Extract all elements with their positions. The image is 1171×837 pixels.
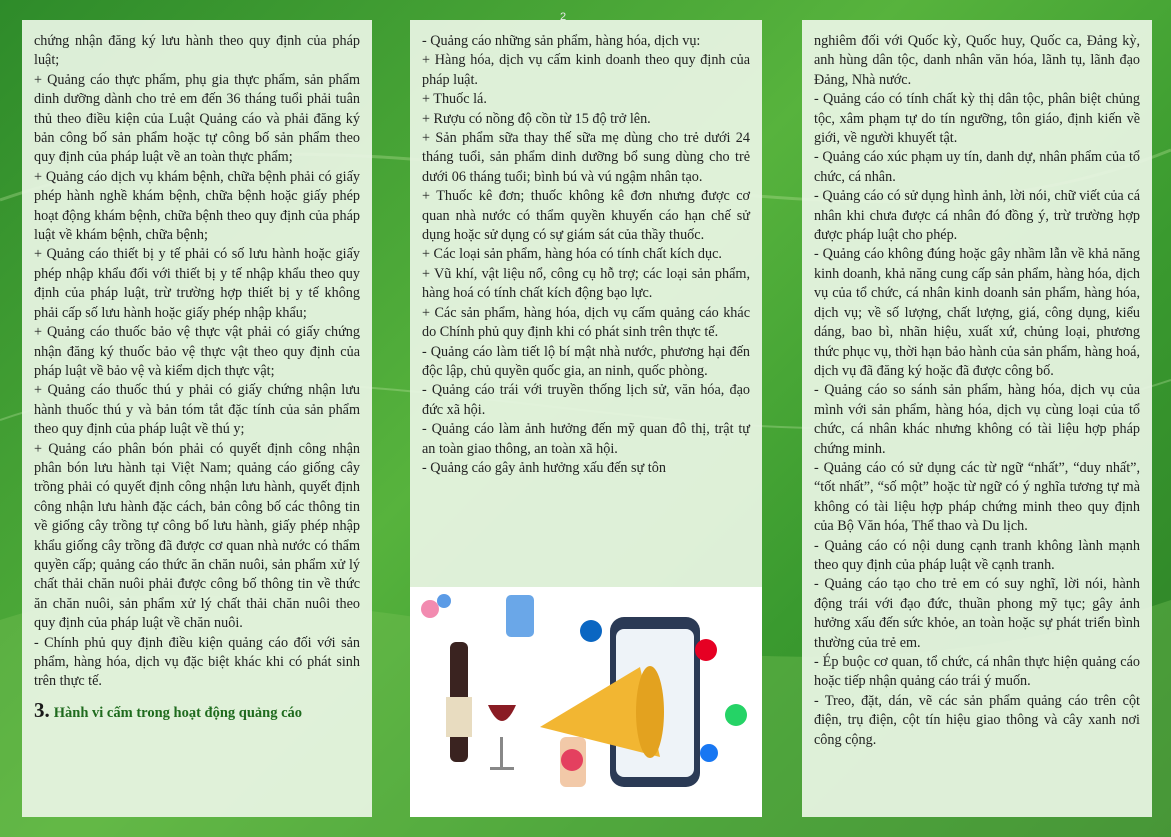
page-number: 2 xyxy=(560,11,567,23)
paragraph: - Treo, đặt, dán, vẽ các sản phẩm quảng cáo trên cột điện, trụ điện, cột tín hiệu giao thông và cây xanh nơi công cộng. xyxy=(814,692,1140,748)
linkedin-icon xyxy=(580,620,602,642)
instagram-icon xyxy=(561,749,583,771)
paragraph: + Quảng cáo thực phẩm, phụ gia thực phẩm, sản phẩm dinh dưỡng dành cho trẻ em đến 36 tháng tuổi phải tuân thủ theo điều kiện của Luật Quảng cáo và phải đăng ký bản công bố sản phẩm hoặc tự công bố sản phẩm theo quy định của pháp luật về an toàn thực phẩm; xyxy=(34,71,360,166)
paragraph: - Quảng cáo có sử dụng các từ ngữ “nhất”, “duy nhất”, “tốt nhất”, “số một” hoặc từ ngữ có ý nghĩa tương tự mà không có tài liệu hợp pháp chứng minh theo quy định của Bộ Văn hóa, Thể thao và Du lịch. xyxy=(814,459,1140,535)
column-2-text xyxy=(422,32,750,478)
section-heading xyxy=(34,698,360,723)
paragraph: + Thuốc kê đơn; thuốc không kê đơn nhưng được cơ quan nhà nước có thẩm quyền khuyến cáo hạn chế sử dụng hoặc sử dụng có sự giám sát của thầy thuốc. xyxy=(422,188,750,244)
paragraph: + Các sản phẩm, hàng hóa, dịch vụ cấm quảng cáo khác do Chính phủ quy định khi có phát sinh trên thực tế. xyxy=(422,304,750,341)
paragraph: - Quảng cáo làm tiết lộ bí mật nhà nước, phương hại đến độc lập, chủ quyền quốc gia, an ninh, quốc phòng. xyxy=(422,343,750,379)
paragraph: nghiêm đối với Quốc kỳ, Quốc huy, Quốc ca, Đảng kỳ, anh hùng dân tộc, danh nhân văn hóa, lãnh tụ, lãnh đạo Đảng, Nhà nước. xyxy=(814,33,1140,88)
paragraph: - Ép buộc cơ quan, tổ chức, cá nhân thực hiện quảng cáo hoặc tiếp nhận quảng cáo trái ý muốn. xyxy=(814,654,1140,690)
paragraph: - Quảng cáo không đúng hoặc gây nhầm lẫn về khả năng kinh doanh, khả năng cung cấp sản phẩm, hàng hóa, dịch vụ của tổ chức, cá nhân kinh doanh sản phẩm, hàng hóa, dịch vụ; về số lượng, chất lượng, giá, công dụng, kiểu dáng, bao bì, nhãn hiệu, xuất xứ, chủng loại, phương thức phục vụ, thời hạn bảo hành của sản phẩm, hàng hoá, dịch vụ đã đăng ký hoặc đã được công bố. xyxy=(814,246,1140,379)
paragraph: - Quảng cáo tạo cho trẻ em có suy nghĩ, lời nói, hành động trái với đạo đức, thuần phong mỹ tục; gây ảnh hưởng xấu đến sức khỏe, an toàn hoặc sự phát triển bình thường của trẻ em. xyxy=(814,576,1140,651)
paragraph: + Quảng cáo thuốc thú y phải có giấy chứng nhận lưu hành thuốc thú y và bản tóm tắt đặc tính của sản phẩm theo quy định của pháp luật về thú y; xyxy=(34,382,360,438)
paragraph: - Quảng cáo làm ảnh hưởng đến mỹ quan đô thị, trật tự an toàn giao thông, an toàn xã hội. xyxy=(422,421,750,457)
facebook-icon xyxy=(700,744,718,762)
column-2-panel xyxy=(410,11,762,817)
paragraph: - Quảng cáo gây ảnh hưởng xấu đến sự tôn xyxy=(422,459,666,476)
pinterest-icon xyxy=(695,639,717,661)
column-3-text xyxy=(814,32,1140,750)
paragraph: - Quảng cáo những sản phẩm, hàng hóa, dịch vụ: xyxy=(422,33,701,49)
column-1-text xyxy=(34,32,360,692)
paragraph: + Vũ khí, vật liệu nổ, công cụ hỗ trợ; các loại sản phẩm, hàng hoá có tính chất kích động bạo lực. xyxy=(422,265,750,302)
column-3-panel xyxy=(802,20,1152,817)
section-heading-text: Hành vi cấm trong hoạt động quảng cáo xyxy=(53,704,303,721)
paragraph: + Quảng cáo thuốc bảo vệ thực vật phải có giấy chứng nhận đăng ký thuốc bảo vệ thực vật theo quy định của pháp luật về bảo vệ và kiểm dịch thực vật; xyxy=(34,324,360,379)
paragraph: - Quảng cáo có sử dụng hình ảnh, lời nói, chữ viết của cá nhân khi chưa được cá nhân đó đồng ý, trừ trường hợp được pháp luật cho phép. xyxy=(814,188,1140,244)
paragraph: - Chính phủ quy định điều kiện quảng cáo đối với sản phẩm, hàng hóa, dịch vụ đặc biệt khác khi có phát sinh trên thực tế. xyxy=(34,634,360,690)
paragraph: - Quảng cáo có nội dung cạnh tranh không lành mạnh theo quy định của pháp luật về cạnh tranh. xyxy=(814,537,1140,573)
paragraph: + Sản phẩm sữa thay thế sữa mẹ dùng cho trẻ dưới 24 tháng tuổi, sản phẩm dinh dưỡng bổ sung dùng cho trẻ dưới 06 tháng tuổi; bình bú và vú ngậm nhân tạo. xyxy=(422,130,750,185)
column-1-panel xyxy=(22,20,372,817)
like-icon xyxy=(421,600,439,618)
paragraph: - Quảng cáo so sánh sản phẩm, hàng hóa, dịch vụ của mình với sản phẩm, hàng hóa, dịch vụ cùng loại của tổ chức, cá nhân khác nhưng không có tài liệu hợp pháp chứng minh. xyxy=(814,382,1140,457)
paragraph: + Quảng cáo phân bón phải có quyết định công nhận phân bón lưu hành tại Việt Nam; quảng cáo giống cây trồng phải có quyết định công nhận lưu hành, quyết định công nhận lưu hành đặc cách, bản công bố các thông tin về giống cây trồng tự công bố lưu hành, giấy phép nhập khẩu giống cây trồng đã được cơ quan nhà nước có thẩm quyền cấp; quảng cáo thức ăn chăn nuôi, sản phẩm xử lý chất thải chăn nuôi phải được công bố thông tin về thức ăn chăn nuôi, sản phẩm xử lý chất thải chăn nuôi theo quy định của pháp luật về chăn nuôi. xyxy=(34,440,360,632)
paragraph: + Hàng hóa, dịch vụ cấm kinh doanh theo quy định của pháp luật. xyxy=(422,52,750,88)
paragraph: chứng nhận đăng ký lưu hành theo quy định của pháp luật; xyxy=(34,33,360,69)
paragraph: - Quảng cáo có tính chất kỳ thị dân tộc, phân biệt chủng tộc, xâm phạm tự do tín ngưỡng, tôn giáo, định kiến về giới, về người khuyết tật. xyxy=(814,91,1140,147)
chat-bubble-icon xyxy=(437,594,451,608)
paragraph: + Quảng cáo dịch vụ khám bệnh, chữa bệnh phải có giấy phép hành nghề khám bệnh, chữa bệnh hoặc giấy phép hoạt động khám bệnh, chữa bệnh theo quy định của pháp luật về khám bệnh, chữa bệnh; xyxy=(34,168,360,244)
paragraph: + Các loại sản phẩm, hàng hóa có tính chất kích dục. xyxy=(422,246,722,263)
paragraph: - Quảng cáo trái với truyền thống lịch sử, văn hóa, đạo đức xã hội. xyxy=(422,382,750,418)
whatsapp-icon xyxy=(725,704,747,726)
advertising-illustration xyxy=(410,587,762,817)
paragraph: - Quảng cáo xúc phạm uy tín, danh dự, nhân phẩm của tổ chức, cá nhân. xyxy=(814,149,1140,185)
mini-phone-icon xyxy=(506,595,534,637)
paragraph: + Rượu có nồng độ cồn từ 15 độ trở lên. xyxy=(422,110,651,127)
paragraph: + Quảng cáo thiết bị y tế phải có số lưu hành hoặc giấy phép nhập khẩu đối với thiết bị y tế nhập khẩu theo quy định của pháp luật, trừ trường hợp thiết bị y tế không phải cấp số lưu hành hoặc giấy phép nhập khẩu; xyxy=(34,246,360,321)
section-heading-number: 3. xyxy=(34,697,50,722)
paragraph: + Thuốc lá. xyxy=(422,91,487,108)
wine-glass-icon xyxy=(488,705,516,721)
